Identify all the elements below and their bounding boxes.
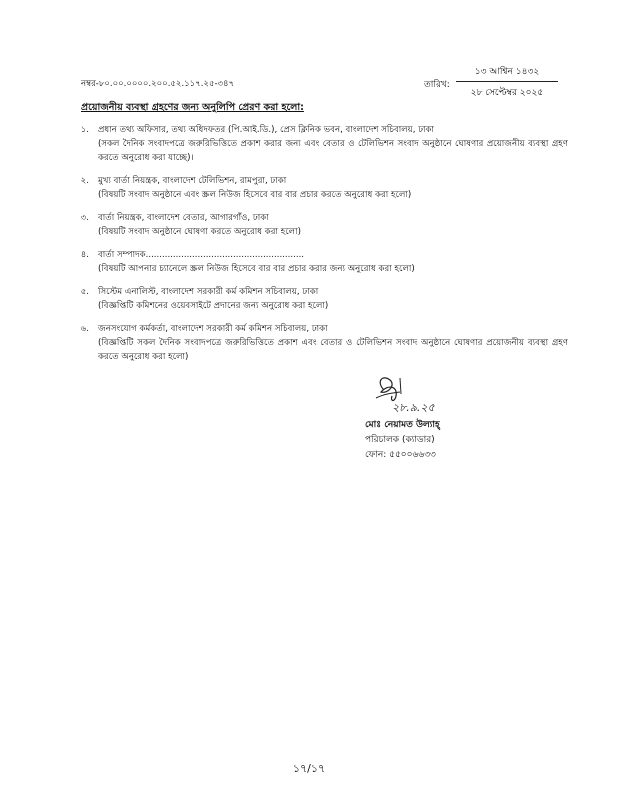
item-number: ৪.	[80, 250, 89, 260]
signer-block	[365, 418, 440, 463]
recipient-list	[68, 123, 568, 373]
item-number: ৩.	[80, 213, 89, 223]
item-number: ২.	[80, 176, 89, 186]
list-item	[68, 123, 568, 165]
copy-heading: প্রয়োজনীয় ব্যবস্থা গ্রহণের জন্য অনুলিপি প্রেরণ করা হলো:	[81, 102, 304, 113]
date-block	[456, 64, 558, 100]
recipient-title: জনসংযোগ কর্মকর্তা, বাংলাদেশ সরকারী কর্ম কমিশন সচিবালয়, ঢাকা	[98, 324, 328, 334]
signer-phone: ফোন: ৫৫০০৬৬৩৩	[365, 450, 436, 460]
signature-date: ২৮.৯.২৫	[392, 401, 435, 414]
recipient-title: মুখ্য বার্তা নিয়ন্ত্রক, বাংলাদেশ টেলিভিশন, রামপুরা, ঢাকা	[98, 176, 287, 186]
date-gregorian: ২৮ সেপ্টেম্বর ২০২৫	[470, 88, 544, 98]
recipient-note: (বিজ্ঞপ্তিটি সকল দৈনিক সংবাদপত্রে জরুরিভিত্তিতে প্রকাশ এবং বেতার ও টেলিভিশন সংবাদ অনুষ্ঠানে ঘোষণার প্রয়োজনীয় ব্যবস্থা গ্রহণ করতে অনুরোধ করা হলো)	[98, 338, 568, 362]
recipient-title: প্রধান তথ্য অফিসার, তথ্য অধিদফতর (পি.আই.ডি.), প্রেস ক্লিনিক ভবন, বাংলাদেশ সচিবালয়, ঢাকা	[98, 125, 435, 135]
date-label: তারিখ:	[424, 80, 450, 90]
list-item	[68, 322, 568, 364]
recipient-note: (বিষয়টি সংবাদ অনুষ্ঠানে এবং স্ক্রল নিউজ হিসেবে বার বার প্রচার করতে অনুরোধ করা হলো)	[98, 190, 412, 200]
list-item	[68, 285, 568, 313]
date-bangla: ১৩ আশ্বিন ১৪৩২	[456, 64, 558, 82]
list-item	[68, 174, 568, 202]
memo-number: নম্বর-৮০.০০.০০০০.২০০.৫২.১১৭.২৫-৩৪৭	[81, 79, 235, 89]
recipient-title: বার্তা সম্পাদক..........................................................	[98, 250, 305, 260]
recipient-note: (সকল দৈনিক সংবাদপত্রে জরুরিভিত্তিতে প্রকাশ করার জন্য এবং বেতার ও টেলিভিশন সংবাদ অনুষ্ঠানে ঘোষণার প্রয়োজনীয় ব্যবস্থা গ্রহণ করতে অনুরোধ করা যাচ্ছে)।	[98, 139, 568, 163]
list-item	[68, 248, 568, 276]
signer-designation: পরিচালক (ক্যাডার)	[365, 435, 435, 445]
list-item	[68, 211, 568, 239]
item-number: ৫.	[80, 287, 89, 297]
item-number: ১.	[80, 125, 89, 135]
page-number: ১৭/১৭	[292, 762, 326, 775]
signer-name: মোঃ নেয়ামত উল্যাহ্	[365, 420, 440, 430]
recipient-title: সিস্টেম এনালিস্ট, বাংলাদেশ সরকারী কর্ম কমিশন সচিবালয়, ঢাকা	[98, 287, 319, 297]
recipient-note: (বিষয়টি আপনার চ্যানেলে স্ক্রল নিউজ হিসেবে বার বার প্রচার করার জন্য অনুরোধ করা হলো)	[98, 264, 415, 274]
recipient-title: বার্তা নিয়ন্ত্রক, বাংলাদেশ বেতার, আগারগাঁও, ঢাকা	[98, 213, 269, 223]
handwritten-signature	[370, 372, 450, 418]
recipient-note: (বিজ্ঞপ্তিটি কমিশনের ওয়েবসাইটে প্রদানের জন্য অনুরোধ করা হলো)	[98, 301, 329, 311]
recipient-note: (বিষয়টি সংবাদ অনুষ্ঠানে ঘোষণা করতে অনুরোধ করা হলো)	[98, 227, 301, 237]
item-number: ৬.	[80, 324, 89, 334]
